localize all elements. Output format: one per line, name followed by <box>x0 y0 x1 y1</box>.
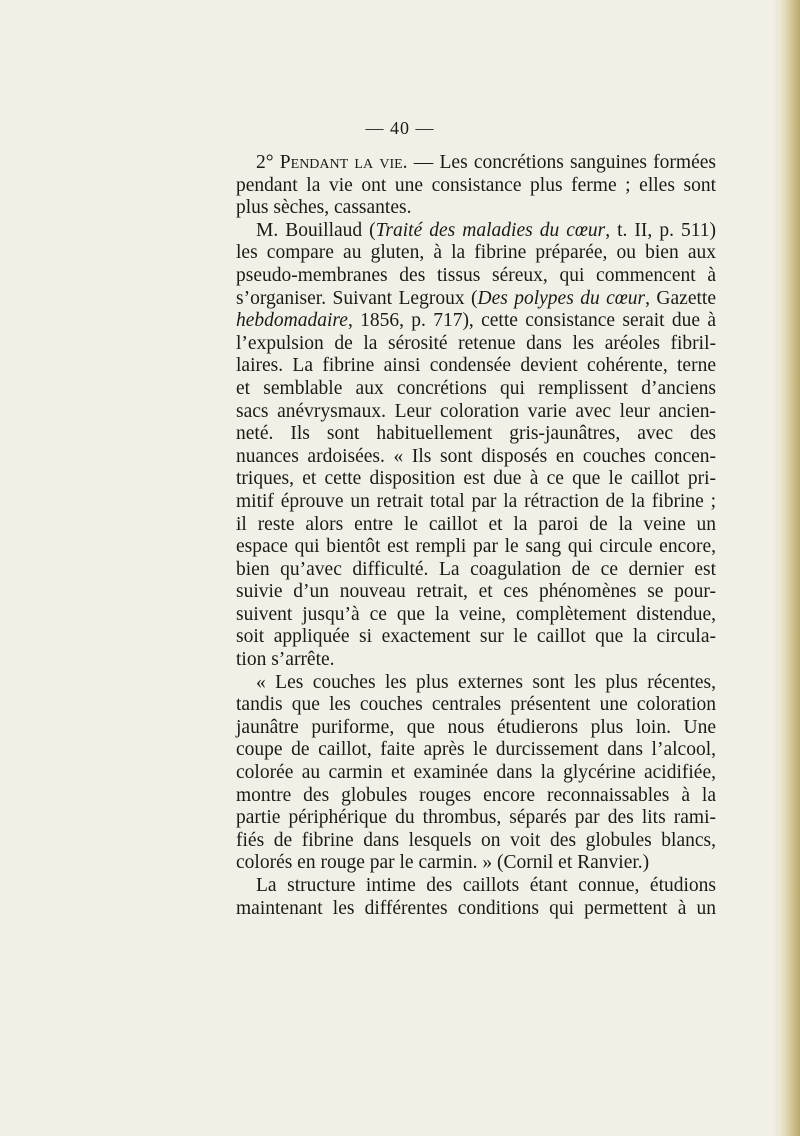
text-line: 2° Pendant la vie. — Les concrétions sanguines formées <box>256 152 716 173</box>
text-line: La structure intime des caillots étant connue, étudions <box>256 875 716 896</box>
text-line: hebdomadaire, 1856, p. 717), cette consistance serait due à <box>236 310 716 332</box>
text-line: maintenant les différentes conditions qui permettent à un <box>236 897 716 919</box>
text-line: il reste alors entre le caillot et la paroi de la veine un <box>236 513 716 535</box>
text-line: laires. La fibrine ainsi condensée devient cohérente, terne <box>236 355 716 377</box>
text-line: suivent jusqu’à ce que la veine, complètement distendue, <box>236 603 716 625</box>
text-line: fiés de fibrine dans lesquels on voit des globules blancs, <box>236 829 716 851</box>
page-edge <box>778 0 800 1136</box>
text-line: triques, et cette disposition est due à ce que le caillot pri- <box>236 468 716 490</box>
text-line: nuances ardoisées. « Ils sont disposés en couches concen- <box>236 445 716 467</box>
text-line: les compare au gluten, à la fibrine préparée, ou bien aux <box>236 242 716 264</box>
text-line: espace qui bientôt est rempli par le sang qui circule encore, <box>236 536 716 558</box>
text-line: sacs anévrysmaux. Leur coloration varie avec leur ancien- <box>236 400 716 422</box>
text-line: soit appliquée si exactement sur le caillot que la circula- <box>236 626 716 648</box>
text-line: l’expulsion de la sérosité retenue dans les aréoles fibril- <box>236 332 716 354</box>
text-line: pseudo-membranes des tissus séreux, qui commencent à <box>236 264 716 286</box>
text-line: bien qu’avec difficulté. La coagulation de ce dernier est <box>236 558 716 580</box>
text-line: colorés en rouge par le carmin. » (Cornil et Ranvier.) <box>236 852 650 874</box>
text-line: partie périphérique du thrombus, séparés par des lits rami- <box>236 807 716 829</box>
text-line: plus sèches, cassantes. <box>236 197 412 219</box>
text-line: M. Bouillaud (Traité des maladies du cœur, t. II, p. 511) <box>256 219 716 241</box>
page-number: — 40 — <box>365 118 435 138</box>
text-line: « Les couches les plus externes sont les plus récentes, <box>256 671 716 693</box>
text-line: coupe de caillot, faite après le durcissement dans l’alcool, <box>236 739 716 761</box>
text-line: neté. Ils sont habituellement gris-jaunâtres, avec des <box>236 423 716 445</box>
text-line: montre des globules rouges encore reconnaissables à la <box>236 784 716 806</box>
text-line: et semblable aux concrétions qui remplissent d’anciens <box>236 377 716 399</box>
text-line: tion s’arrête. <box>236 649 335 671</box>
text-line: jaunâtre puriforme, que nous étudierons plus loin. Une <box>236 716 716 738</box>
text-line: mitif éprouve un retrait total par la rétraction de la fibrine ; <box>236 490 716 512</box>
text-line: pendant la vie ont une consistance plus ferme ; elles sont <box>236 174 716 196</box>
body-text <box>236 152 716 920</box>
text-line: suivie d’un nouveau retrait, et ces phénomènes se pour- <box>236 581 716 603</box>
text-line: tandis que les couches centrales présentent une coloration <box>236 694 716 716</box>
text-line: colorée au carmin et examinée dans la glycérine acidifiée, <box>236 762 716 784</box>
text-line: s’organiser. Suivant Legroux (Des polypes du cœur, Gazette <box>236 287 716 309</box>
